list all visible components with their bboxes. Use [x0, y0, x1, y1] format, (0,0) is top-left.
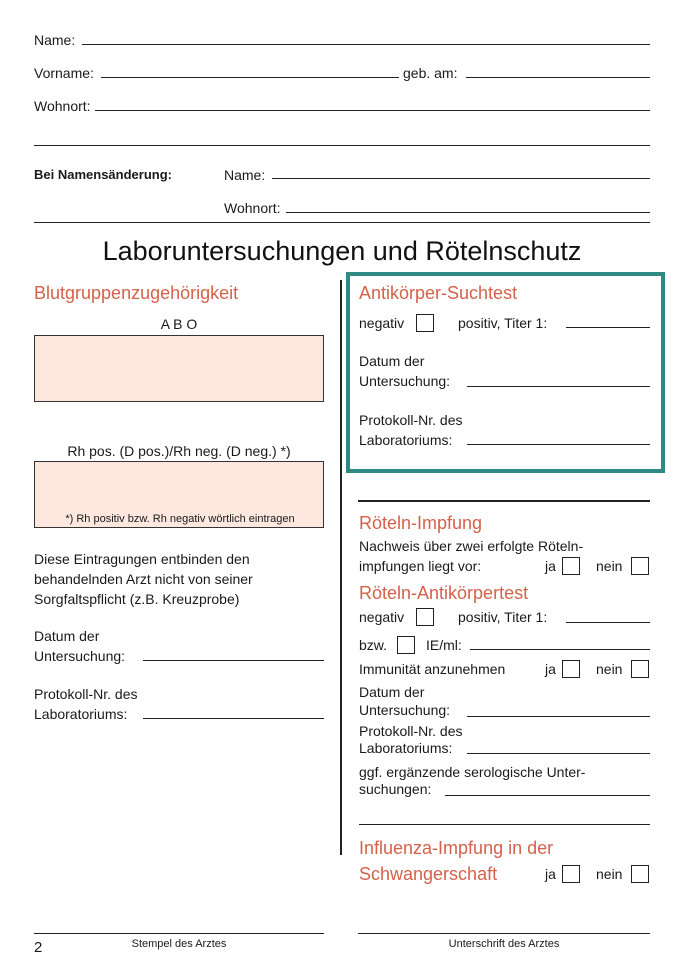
ak-positiv-label: positiv, Titer 1:: [458, 315, 548, 331]
rat-ergaenzend-label-2: suchungen:: [359, 781, 432, 797]
rat-negativ-checkbox[interactable]: [416, 608, 434, 626]
left-datum-label-1: Datum der: [34, 628, 100, 644]
nc-wohnort-label: Wohnort:: [224, 200, 281, 216]
disclaimer-line-2: behandelnden Arzt nicht von seiner: [34, 571, 253, 587]
disclaimer: [34, 549, 253, 609]
blutgruppe-heading: Blutgruppenzugehörigkeit: [34, 283, 239, 303]
left-protokoll-label-1: Protokoll-Nr. des: [34, 686, 138, 702]
impfung-text-1: Nachweis über zwei erfolgte Röteln-: [359, 538, 584, 554]
rat-positiv-label: positiv, Titer 1:: [458, 609, 548, 625]
left-protokoll-field-line[interactable]: [143, 718, 324, 719]
ak-protokoll-field-line[interactable]: [467, 444, 650, 445]
rat-datum-field-line[interactable]: [467, 716, 650, 717]
nc-wohnort-field-line[interactable]: [286, 212, 650, 213]
influenza-heading-2: Schwangerschaft: [359, 864, 498, 884]
rat-titer-field-line[interactable]: [566, 622, 650, 623]
vorname-field-line[interactable]: [101, 77, 399, 78]
influenza-ja-checkbox[interactable]: [562, 865, 580, 883]
rat-protokoll-label-2: Laboratoriums:: [359, 740, 453, 756]
abo-field[interactable]: [34, 335, 324, 402]
rat-ergaenzend-label-1: ggf. ergänzende serologische Unter-: [359, 764, 586, 780]
impfung-ja-label: ja: [545, 558, 556, 574]
stempel-line[interactable]: [34, 933, 324, 934]
influenza-nein-label: nein: [596, 866, 623, 882]
influenza-heading-1: Influenza-Impfung in der: [359, 838, 554, 858]
rh-field[interactable]: [34, 461, 324, 528]
vorname-label: Vorname:: [34, 65, 94, 81]
column-divider: [340, 280, 342, 855]
left-datum-field-line[interactable]: [143, 660, 324, 661]
rat-nein-checkbox[interactable]: [631, 660, 649, 678]
rat-datum-label-1: Datum der: [359, 684, 425, 700]
unterschrift-line[interactable]: [358, 933, 650, 934]
impfung-ja-checkbox[interactable]: [562, 557, 580, 575]
rh-label: Rh pos. (D pos.)/Rh neg. (D neg.) *): [67, 443, 291, 459]
rat-ergaenzend-field-line[interactable]: [445, 795, 650, 796]
left-protokoll-label-2: Laboratoriums:: [34, 706, 128, 722]
ak-protokoll-label-1: Protokoll-Nr. des: [359, 412, 463, 428]
ak-negativ-checkbox[interactable]: [416, 314, 434, 332]
rat-bzw-label: bzw.: [359, 637, 388, 653]
rat-negativ-label: negativ: [359, 609, 405, 625]
name-label: Name:: [34, 32, 76, 48]
impfung-heading: Röteln-Impfung: [359, 513, 483, 533]
ak-titer-field-line[interactable]: [566, 327, 650, 328]
impfung-nein-label: nein: [596, 558, 623, 574]
page-number: 2: [34, 939, 43, 956]
antikoerpertest-heading: Röteln-Antikörpertest: [359, 583, 529, 603]
rat-ergaenzend-extra-line[interactable]: [359, 824, 650, 825]
abo-label: A B O: [160, 316, 198, 332]
header-divider: [34, 222, 650, 223]
antikoerper-heading: Antikörper-Suchtest: [359, 283, 518, 303]
geb-label: geb. am:: [403, 65, 458, 81]
rat-ieml-field-line[interactable]: [470, 649, 650, 650]
namechange-label: Bei Namensänderung:: [34, 167, 172, 182]
rat-nein-label: nein: [596, 661, 623, 677]
impfung-nein-checkbox[interactable]: [631, 557, 649, 575]
ak-negativ-label: negativ: [359, 315, 405, 331]
influenza-nein-checkbox[interactable]: [631, 865, 649, 883]
stempel-label: Stempel des Arztes: [131, 938, 227, 950]
wohnort-extra-line[interactable]: [34, 145, 650, 146]
wohnort-label: Wohnort:: [34, 98, 91, 114]
unterschrift-label: Unterschrift des Arztes: [448, 938, 560, 950]
right-section-divider: [358, 500, 650, 502]
rat-protokoll-label-1: Protokoll-Nr. des: [359, 723, 463, 739]
ak-datum-label-2: Untersuchung:: [359, 373, 451, 389]
page-title: Laboruntersuchungen und Rötelnschutz: [102, 236, 582, 266]
impfung-text-2: impfungen liegt vor:: [359, 558, 482, 574]
rat-bzw-checkbox[interactable]: [397, 636, 415, 654]
name-field-line[interactable]: [82, 44, 650, 45]
nc-name-field-line[interactable]: [272, 178, 650, 179]
influenza-ja-label: ja: [545, 866, 556, 882]
rat-ja-label: ja: [545, 661, 556, 677]
geb-field-line[interactable]: [466, 77, 650, 78]
rat-protokoll-field-line[interactable]: [467, 753, 650, 754]
rat-ieml-label: IE/ml:: [426, 637, 462, 653]
disclaimer-line-1: Diese Eintragungen entbinden den: [34, 551, 250, 567]
ak-datum-field-line[interactable]: [467, 386, 650, 387]
wohnort-field-line[interactable]: [95, 110, 650, 111]
rh-note: *) Rh positiv bzw. Rh negativ wörtlich eintragen: [65, 513, 295, 525]
left-datum-label-2: Untersuchung:: [34, 648, 126, 664]
ak-protokoll-label-2: Laboratoriums:: [359, 432, 453, 448]
rat-immun-label: Immunität anzunehmen: [359, 661, 506, 677]
rat-ja-checkbox[interactable]: [562, 660, 580, 678]
disclaimer-line-3: Sorgfaltspflicht (z.B. Kreuzprobe): [34, 591, 240, 607]
nc-name-label: Name:: [224, 167, 266, 183]
ak-datum-label-1: Datum der: [359, 353, 425, 369]
rat-datum-label-2: Untersuchung:: [359, 702, 451, 718]
